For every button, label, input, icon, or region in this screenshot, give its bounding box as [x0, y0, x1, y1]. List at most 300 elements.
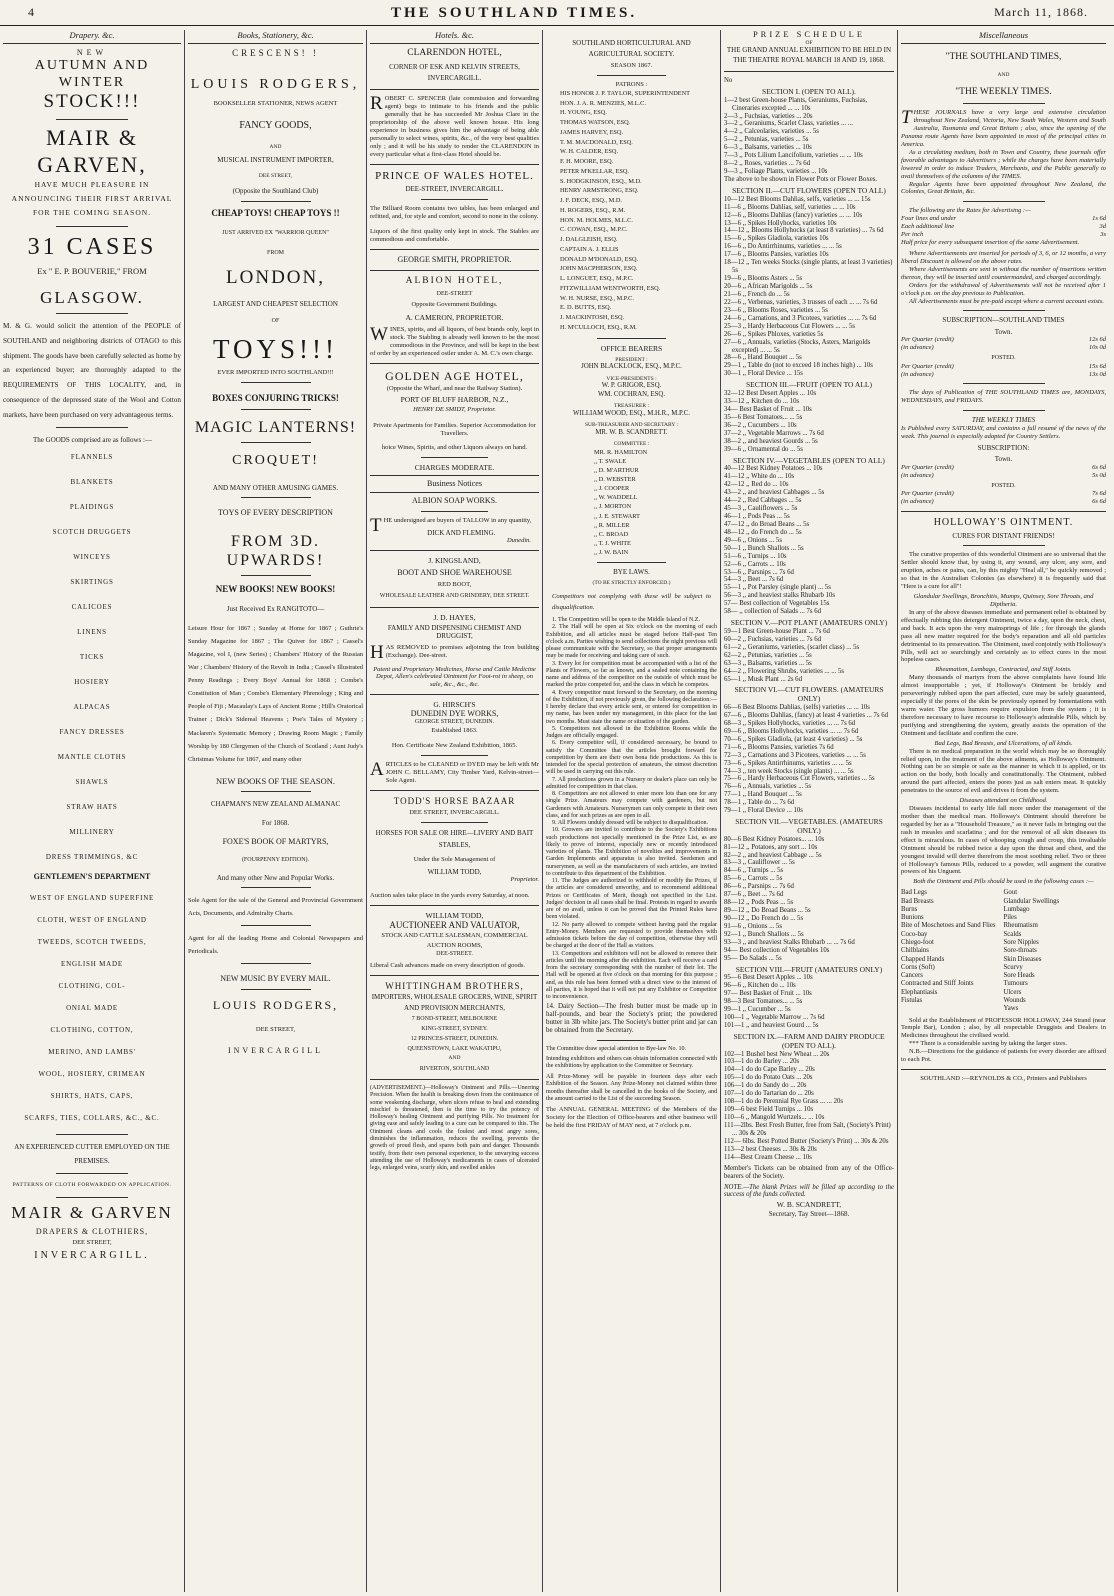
society-title: SOUTHLAND HORTICULTURAL AND AGRICULTURAL SOCIETY. [572, 39, 691, 58]
patron: F. H. MOORE, ESQ. [560, 158, 614, 166]
rate-label: Per Quarter (credit) [901, 336, 954, 344]
rate-row [901, 498, 1106, 506]
column-misc [898, 30, 1114, 1590]
ad-line: (Opposite the Southland Club) [232, 187, 319, 196]
prize-entry: 104—1 do do Cape Barley ... 20s [724, 1066, 815, 1074]
prize-entry: 23—6 ,, Blooms Roses, varieties ... 5s [724, 306, 828, 314]
prize-entry: 42—12 ,, Red do ... 10s [724, 481, 789, 489]
prize-entry: 62—2 ,, Petunias, varieties ... 5s [724, 651, 812, 659]
ad-headline: CLARENDON HOTEL, [407, 48, 502, 59]
gents-item: TWEEDS, SCOTCH TWEEDS, [37, 938, 147, 947]
bye-law: 3. Every lot for competition must be accompanied with a list of the Plants or Flowers, so far as known, and a sealed note containing the name and address of the competitor on the outside of which must be marked the prize competed for, and the class in which he competes. [546, 660, 717, 689]
ad-body: N.B.—Directions for the guidance of patients for every disorder are affixed to each Pot. [901, 1048, 1106, 1064]
masthead [0, 0, 1114, 26]
prize-entry: 29—1 ,, Table do (not to exceed 18 inches high) ... 10s [724, 362, 873, 370]
prize-entry: 87—6 ,, Beet ... 7s 6d [724, 891, 784, 899]
ad-body: As a circulating medium, both in Town and Country, these journals offer favorable advantages to Advertisers ; while the charges have been materially lowered in order to induce Traders, Merchants, and the Public generally to avail themselves of the columns of the TIMES. [901, 148, 1106, 180]
patron: J. MACKINTOSH, ESQ. [560, 314, 625, 322]
committee-member: ,, T. J. WHITE [594, 539, 631, 547]
committee-member: ,, J. COOPER [594, 485, 630, 493]
patron: HENRY ARMSTRONG, ESQ. [560, 187, 639, 195]
prize-entry: 103—1 do do Barley ... 20s [724, 1058, 800, 1066]
ailment: Rheumatism [1003, 922, 1038, 930]
ad-body: All Prize-Money will be payable in fourteen days after each Exhibition of the Season. Any Prize-Money not claimed within three months thereafter shall be cancelled in the books of the Society, and the amount carried to the List of the succeeding Season. [546, 1073, 717, 1102]
col-label: No [724, 76, 733, 84]
prize-entry: 110—6 ,, Mangold Wurtzels... ... 10s [724, 1114, 825, 1122]
section-heading: SUBSCRIPTION—SOUTHLAND TIMES [942, 316, 1065, 325]
gents-item: MERINO, AND LAMBS' [48, 1048, 136, 1057]
ailment: Bad Breasts [901, 897, 934, 905]
ailment: Tumours [1003, 980, 1028, 988]
prize-entry: 30—1 ,, Floral Device ... 15s [724, 370, 803, 378]
prize-entry: 66—6 Best Blooms Dahlias, (selfs) varieties ... ... 10s [724, 704, 870, 711]
ailment: Piles [1003, 914, 1017, 922]
ailment: Coco-bay [901, 930, 928, 938]
committee-member: ,, R. MILLER [594, 521, 630, 529]
ad-body: The days of Publication of THE SOUTHLAND TIMES are, MONDAYS, WEDNESDAYS, and FRIDAYS. [901, 389, 1106, 405]
ad-line: DEE STREET, [72, 1238, 112, 1246]
ad-text: Agent for all the leading Home and Colonial Newspapers and Periodicals. [188, 935, 363, 956]
ad-line: NEW MUSIC BY EVERY MAIL. [220, 974, 331, 984]
rate-value: 1s 6d [1092, 215, 1106, 223]
ad-body: ROBERT C. SPENCER (late commission and forwarding agent) begs to intimate to his friends and the public generally that he has succeeded Mr Joshua Clare in the proprietorship of the above well known house. His long experience in business gives him the advantage of being able personally to select wines, spirits, &c., of the very best qualities only ; and it will be his study to render the CLARENDON in every particular what a first-class Hotel should be. [370, 93, 539, 158]
prize-entry: 88—12 ,, Pods Peas ... 5s [724, 899, 794, 907]
ad-headline: TODD'S HORSE BAZAAR [393, 796, 516, 807]
rate-label: Per Quarter (credit) [901, 463, 954, 471]
ad-body: Half price for every subsequent insertion of the same Advertisement. [901, 239, 1080, 247]
prize-entry: 105—1 do do Potato Oats ... 20s [724, 1074, 813, 1082]
subhead: Bad Legs, Bad Breasts, and Ulcerations, of all kinds. [934, 739, 1073, 747]
ad-body: THESE JOURNALS have a very large and extensive circulation throughout New Zealand, Victoria, New South Wales, Western and South Australia, Tasmania and Great Britain ; also, since the opening of the Panama route Agents have been appointed in most of the principal cities in America. [901, 107, 1106, 148]
ad-line: DRAPERS & CLOTHIERS, [35, 1226, 149, 1236]
ad-line: AND [997, 71, 1010, 78]
prize-entry: 86—6 ,, Parsnips ... 7s 6d [724, 883, 794, 891]
section-heading: SECTION VI.—CUT FLOWERS. (AMATEURS ONLY) [734, 685, 884, 704]
goods-item: DRESS TRIMMINGS, &C [45, 852, 139, 861]
prize-list [724, 465, 894, 616]
ad-line: AND MANY OTHER AMUSING GAMES. [212, 484, 339, 493]
rate-value: 6s 6d [1092, 497, 1106, 505]
gents-item: ONIAL MADE [66, 1004, 118, 1013]
prize-entry: 17—6 ,, Blooms Pansies, varieties 10s [724, 251, 829, 259]
ad-line: INVERCARGILL. [34, 1250, 150, 1262]
prize-entry: 63—3 ,, Balsams, varieties ... 5s [724, 659, 812, 667]
ailment: Wounds [1003, 996, 1026, 1004]
issue-date: March 11, 1868. [994, 5, 1088, 20]
ad-line: POSTED. [991, 482, 1016, 489]
prize-entry: 95— Do Salads ... 5s [724, 954, 782, 962]
subhead: Diseases attendant on Childhood. [959, 797, 1048, 805]
rate-row [901, 363, 1106, 371]
prize-entry: 34— Best Basket of Fruit ... 10s [724, 405, 812, 413]
ad-headline: BOXES CONJURING TRICKS! [212, 393, 339, 404]
ad-body: Intending exhibitors and others can obtain information connected with the exhibitions by application to the Committee or Secretary. [546, 1056, 717, 1070]
ad-body: HAS REMOVED to premises adjoining the Iron building (Exchange). Dee-street. [370, 641, 539, 663]
bye-law: 7. All productions grown in a Nursery or dealer's place can only be admitted for competition in that class. [546, 776, 717, 790]
column-heading: Books, Stationery, &c. [188, 30, 363, 44]
prize-entry: 112— 6lbs. Best Potted Butter (Society's Print) ... 30s & 20s [724, 1137, 889, 1145]
ad-line: Town. [994, 327, 1013, 336]
prize-entry: 27—6 ,, Annuals, varieties (Stocks, Asters, Marigolds excepted) ... ... 5s [724, 338, 871, 354]
goods-item: STRAW HATS [66, 802, 118, 811]
ad-body: hoice Wines, Spirits, and other Liquors always on hand. [381, 444, 528, 452]
prize-entry: The above to be shown in Flower Pots or Flower Boxes. [724, 176, 878, 184]
ad-line: OF [271, 317, 280, 324]
prize-entry: 102—1 Bushel best New Wheat ... 20s [724, 1050, 830, 1058]
ad-line: RED BOOT, [437, 580, 472, 588]
ailment: Bite of Moschetoes and Sand Flies [901, 922, 996, 930]
ad-line: FOXE'S BOOK OF MARTYRS, [222, 836, 329, 846]
prize-entry: 25—3 ,, Hardy Herbaceous Cut Flowers ... ... 5s [724, 322, 856, 330]
prize-entry: 89—12 ,, Do Broad Beans ... 5s [724, 907, 811, 915]
ad-line: Ex " E. P. BOUVERIE," FROM [37, 265, 147, 276]
prize-entry: 3—2 ,, Geraniums, Scarlet Class, varieties ... ... [724, 120, 853, 128]
ad-line: 12 PRINCES-STREET, DUNEDIN. [410, 1035, 499, 1042]
ad-body: Patent and Proprietary Medicines, Horse and Cattle Medicine Depot, Allen's celebrated Ointment for Foot-rot in sheep, on sale, &c., &c., &c. [373, 665, 536, 689]
ailment: Chapped Hands [901, 955, 945, 963]
prize-entry: 52—6 ,, Carrots ... 10s [724, 560, 786, 568]
prize-entry: 50—1 ,, Bunch Shallots ... 5s [724, 544, 804, 552]
signatory-role: Secretary, Tay Street—1868. [768, 1210, 850, 1219]
ad-line: QUEENSTOWN, LAKE WAKATIPU, [407, 1046, 502, 1053]
prize-entry: 7—3 ,, Pots Lilium Lancifolium, varieties ... ... 10s [724, 152, 863, 160]
ad-body: Is Published every SATURDAY, and contains a full resumé of the news of the week. This journal is especially adapted for Country Settlers. [901, 424, 1106, 440]
ad-headline: G. HIRSCH'S [433, 700, 476, 710]
ad-line: OF [805, 39, 813, 46]
rate-row [901, 231, 1106, 239]
dairy-rule: 14. Dairy Section—The fresh butter must be made up in half-pounds, and bear the Society's print; the powdered butter in 3lb white jars. The Society's butter print and jar can be obtained from the Secretary. [546, 1002, 717, 1034]
ad-line: WHOLESALE LEATHER AND GRINDERY, DEE STREET. [379, 592, 530, 599]
ad-body: All Advertisements must be pre-paid except where a current account exists. [909, 297, 1105, 305]
committee-member: ,, J. MORTON [594, 503, 632, 511]
goods-item: SKIRTINGS [70, 577, 114, 586]
prize-list [724, 196, 894, 379]
goods-item: MANTLE CLOTHS [57, 752, 127, 761]
ad-headline: J. KINGSLAND, [428, 556, 481, 566]
ad-body: Member's Tickets can be obtained from any of the Office-bearers of the Society. [724, 1164, 894, 1180]
prize-entry: 46—1 ,, Pods Peas ... 5s [724, 512, 790, 520]
ad-line: GEORGE SMITH, PROPRIETOR. [397, 255, 512, 265]
ad-body: NOTE.—The blank Prizes will be filled up according to the success of the funds collected. [724, 1183, 894, 1199]
patron: H. YOUNG, ESQ. [560, 109, 607, 117]
ad-line: POSTED. [991, 355, 1016, 362]
ad-body: Where Advertisements are sent in without the number of insertions written thereon, they will be inserted until countermanded, and charged accordingly. [901, 265, 1106, 281]
ad-text: HAVE MUCH PLEASURE IN ANNOUNCING THEIR FIRST ARRIVAL FOR THE COMING SEASON. [11, 179, 173, 218]
goods-item: TICKS [79, 652, 105, 661]
committee-member: ,, T. SWALE [594, 457, 627, 465]
prize-entry: 90—12 ,, Do French do ... 5s [724, 915, 804, 923]
ad-line: CHAPMAN'S NEW ZEALAND ALMANAC [210, 800, 341, 809]
ad-line: LARGEST AND CHEAPEST SELECTION [213, 299, 338, 308]
rate-value: 5s 0d [1092, 471, 1106, 479]
rate-value: 13s 0d [1088, 370, 1106, 378]
prize-entry: 4—2 ,, Calceolaries, varieties ... 5s [724, 128, 819, 136]
bye-law: 9. All Flowers unduly dressed will be subject to disqualification. [552, 820, 709, 827]
section-heading: OFFICE BEARERS [600, 343, 663, 353]
ad-body: *** There is a considerable saving by taking the larger sizes. [909, 1040, 1068, 1048]
ad-line: DEE STREET, INVERCARGILL. [409, 809, 500, 817]
ad-line: FROM [266, 249, 284, 256]
prize-entry: 96—6 ,, Kitchen do ... 10s [724, 982, 796, 990]
gents-item: WOOL, HOSIERY, CRIMEAN [38, 1070, 146, 1079]
ad-line: TOYS OF EVERY DESCRIPTION [218, 508, 333, 518]
prize-entry: 24—6 ,, Carnations, and 3 Picotees, varieties ... ... 7s 6d [724, 314, 877, 322]
committee-member: ,, J. E. STEWART [594, 512, 640, 520]
rate-label: Four lines and under [901, 215, 957, 223]
patron: W. H. CALDER, ESQ. [560, 148, 619, 156]
ad-headline: "THE WEEKLY TIMES. [955, 86, 1052, 97]
rate-label: (in advance) [901, 497, 934, 505]
role-label: PRESIDENT : [615, 356, 648, 363]
bye-law: 6. Every competitor will, if considered necessary, be bound to satisfy the Committee that the articles brought forward for competition by them are their own bona fide productions. As this is intended for the special protection of amateurs, the utmost discretion will be used in carrying out this rule. [546, 740, 717, 776]
ad-headline: NEW BOOKS! NEW BOOKS! [215, 584, 336, 595]
ad-line: Opposite Government Buildings. [411, 300, 498, 308]
officer: MR. W. B. SCANDRETT. [595, 428, 668, 436]
ad-line: WILLIAM TODD, [427, 867, 482, 876]
prize-entry: 109—6 best Field Turnips ... 10s [724, 1106, 814, 1114]
prize-entry: 107—1 do do Tartarian do ... 20s [724, 1090, 814, 1098]
prize-entry: 20—6 ,, African Marigolds ... 5s [724, 283, 813, 291]
ad-body: Orders for the withdrawal of Advertisements will not be received after 1 o'clock p.m. on the day previous to Publication. [901, 281, 1106, 297]
prize-entry: 19—6 ,, Blooms Asters ... 5s [724, 275, 803, 283]
prize-entry: 37—2 ,, Vegetable Marrows ... 7s 6d [724, 429, 824, 437]
goods-list [3, 445, 181, 870]
ad-headline: MAGIC LANTERNS! [194, 419, 357, 437]
ad-body: Diseases incidental to early life fall more under the management of the mother than the medical man. Holloway's Ointment should therefore be regarded by her as a "Household Treasure," as it never fails in bringing out the rash in measles and scarlatina ; and for the removal of all skin diseases its effect is miraculous. In cases of whooping cough and croup, this invaluable Ointment should be rubbed twice a day upon the throat and chest, and the youngest invalid will derive therefrom the most soothing relief. Two or three of Holloway's famous Pills, reduced to a powder, will augment the curative powers of his Unguent. [901, 805, 1106, 876]
ad-line: MUSICAL INSTRUMENT IMPORTER, [217, 156, 334, 165]
prize-entry: 48—12 ,, do French do ... 5s [724, 528, 802, 536]
ad-line: Hon. Certificate New Zealand Exhibition, 1865. [391, 742, 518, 750]
ad-line: 7 BOND-STREET, MELBOURNE [411, 1015, 498, 1022]
subhead: Rheumatism, Lumbago, Contracted, and Stiff Joints. [935, 666, 1072, 674]
rate-row [901, 490, 1106, 498]
section-heading: SECTION III.—FRUIT (OPEN TO ALL) [745, 380, 873, 390]
prize-entry: 100—1 ,, Vegetable Marrow ... 7s 6d [724, 1014, 825, 1022]
ad-line: INVERCARGILL [227, 1045, 324, 1055]
section-heading: SECTION IX.—FARM AND DAIRY PRODUCE (OPEN TO ALL). [733, 1031, 885, 1050]
prize-entry: 91—6 ,, Onions ... 5s [724, 922, 782, 930]
prize-entry: 15—6 ,, Spikes Gladiola, varieties 10s [724, 235, 829, 243]
prize-entry: 83—3 ,, Cauliflower ... 5s [724, 859, 795, 867]
prize-entry: 36—2 ,, Cucumbers ... 10s [724, 421, 797, 429]
prize-entry: 51—6 ,, Turnips ... 10s [724, 552, 787, 560]
ad-body: (ADVERTISEMENT.)—Holloway's Ointment and Pills.—Unerring Precision. When the health is breaking down from the continuance of some weakening discharge, when ulcers refuse to heal and extending mischief is threatened, then is the time to try the potency of Holloway's healing Ointment and purifying Pills. No treatment for giving ease and safely leading to a cure can be compared to this. The Ointment cleans and cools the foulest and most angry sores, diminishes the inflammation, reduces the swelling, prevents the growth of proud flesh, and spares both pain and danger. Thousands testify, from their own personal experience, to the unvarying success attending the use of Holloway's medicaments in cases of ulcerated legs, enlarged veins, scurfy skin, and swelled ankles [370, 1084, 539, 1172]
ailment: Burns [901, 905, 918, 913]
ad-body: THE undersigned are buyers of TALLOW in any quantity, [370, 514, 532, 536]
prize-entry: 74—3 ,, ten week Stocks (single plants) ... ... 5s [724, 767, 854, 775]
rate-label: Each additional line [901, 223, 955, 231]
patron: DONALD M'DONALD, ESQ. [560, 255, 639, 263]
gents-list [3, 887, 181, 1129]
prize-entry: 26—6 ,, Spikes Phloxes, varieties 5s [724, 330, 824, 338]
advertiser-name: MAIR & GARVEN [11, 1202, 173, 1222]
prize-entry: 5—2 ,, Petunias, varieties ... 5s [724, 136, 809, 144]
prize-entry: 13—6 ,, Spikes Hollyhocks, varieties 10s [724, 219, 837, 227]
rates-table [901, 336, 1106, 352]
rate-value: 3d [1099, 223, 1106, 231]
prize-entry: 114—Best Cream Cheese ... 10s [724, 1153, 812, 1161]
goods-item: MILLINERY [69, 827, 115, 836]
ailment: Corns (Soft) [901, 963, 935, 971]
ad-body: Liberal Cash advances made on every description of goods. [370, 962, 526, 970]
goods-item: PLAIDINGS [69, 502, 115, 511]
prize-entry: 33—12 ,, Kitchen do ... 10s [724, 398, 800, 405]
patron: FITZWILLIAM WENTWORTH, ESQ. [560, 284, 661, 292]
ad-headline: ALBION HOTEL, [405, 276, 504, 287]
ailment: Sore Heads [1003, 972, 1035, 980]
ad-line: GLASGOW. [40, 287, 144, 307]
ad-line: Established 1863. [431, 726, 478, 734]
role-label: VICE-PRESIDENTS : [606, 375, 657, 382]
ad-line: Just Received Ex RANGITOTO— [226, 605, 325, 614]
rates-table [901, 363, 1106, 379]
prize-entry: 70—6 ,, Spikes Gladiola, (at least 4 varieties) ... 5s [724, 735, 863, 743]
ad-body: The Billiard Room contains two tables, has been enlarged and refitted, and, for style and comfort, second to none in the colony. [370, 204, 539, 220]
prize-entry: 77—1 ,, Hand Bouquet ... 5s [724, 791, 802, 799]
goods-item: ALPACAS [73, 702, 111, 711]
ad-line: DEE STREET, [255, 1026, 296, 1034]
ad-line: Dunedin. [506, 537, 531, 545]
ailment: Sore Nipples [1003, 938, 1039, 946]
ad-headline: J. D. HAYES, [433, 612, 476, 622]
committee-member: ,, C. BROAD [594, 530, 629, 538]
ailment: Ulcers [1003, 988, 1022, 996]
goods-item: HOSIERY [74, 677, 110, 686]
prize-entry: 94— Best collection of Vegetables 10s [724, 946, 830, 954]
rates-table [901, 464, 1106, 480]
prize-entry: 44—2 ,, Red Cabbages ... 5s [724, 497, 802, 505]
ad-line: (FOURPENNY EDITION). [241, 856, 310, 863]
ailment: Scalds [1003, 930, 1022, 938]
committee-member: ,, W. WADDELL [594, 494, 638, 502]
prize-entry: 60—2 ,, Fuchsias, varieties ... 7s 6d [724, 635, 822, 643]
prize-entry: 12—6 ,, Blooms Dahlias (fancy) varieties ... ... 10s [724, 211, 863, 219]
column-prize-schedule [721, 30, 897, 1590]
committee-list [546, 448, 717, 558]
rate-label: Per Quarter (credit) [901, 489, 954, 497]
rate-row [901, 344, 1106, 352]
prize-entry: 10—12 Best Blooms Dahlias, selfs, varieties ... ... 15s [724, 195, 871, 203]
prize-entry: 85—6 ,, Carrots ... 5s [724, 875, 783, 883]
patrons-list [546, 89, 717, 333]
bye-law: 2. The Hall will be open at Six o'clock on the morning of each Exhibition, and all articles must be staged before Half-past Ten o'clock a.m. Parties wishing to send collections the night previous will please communicate with the Secretary, so that proper arrangements may be made for receiving and taking care of such. [546, 624, 717, 660]
prize-entry: 113—2 best Cheeses ... 30s & 20s [724, 1145, 817, 1153]
ailment: Glandular Swellings [1003, 897, 1060, 905]
prize-entry: 79—1 ,, Floral Device ... 10s [724, 807, 803, 815]
ad-line: DEE-STREET. [436, 950, 473, 957]
ad-headline: WHITTINGHAM BROTHERS, [385, 980, 524, 991]
ad-line: Competitors not complying with these will be subject to disqualification. [552, 593, 711, 611]
ad-line: AUTUMN AND WINTER [34, 57, 150, 90]
section-heading: PATRONS : [615, 80, 648, 88]
ad-line: DICK AND FLEMING. [427, 528, 496, 537]
section-heading: SECTION IV.—VEGETABLES (OPEN TO ALL) [733, 455, 885, 465]
book-list: Leisure Hour for 1867 ; Sunday at Home for 1867 ; Guthrie's Sunday Magazine for 1867 ; The Quiver for 1867 ; Cassel's Magazine, vol I, (new Series) ; Chambers' History of the Russian War ; Chambers' History of the Revolt in India ; Cassel's Illustrated Penny Readings ; Every Boys' Annual for 1868 ; Combe's Constitution of Man ; Combe's Elementary Phrenology ; King and People of Fiji ; Macaulay's Lays of Ancient Rome ; Hill's Oratorical Trainer ; Dick's Sidereal Heavens ; Poe's Tales of Mystery ; Maclaren's Systematic Memory ; Drawing Room Magic ; Family Worship by 180 Clergymen of the Church of Scotland ; Aunt Judy's Christmas Volume for 1867, and many other [188, 624, 363, 763]
ailment: Contracted and Stiff Joints [901, 980, 974, 988]
prize-list [724, 97, 894, 184]
patron: HIS HONOR J. P. TAYLOR, SUPERINTENDENT [560, 89, 690, 97]
prize-entry: 22—6 ,, Verbenas, varieties, 3 trusses of each ... ... 7s 6d [724, 298, 878, 306]
ailment: Skin Diseases [1003, 955, 1042, 963]
section-heading: GENTLEMEN'S DEPARTMENT [33, 871, 151, 881]
ad-line: DEE STREET, [258, 172, 293, 179]
rate-value: 7s 6d [1092, 489, 1106, 497]
rate-row [901, 371, 1106, 379]
section-heading: SUBSCRIPTION: [977, 443, 1030, 452]
prize-entry: 32—12 Best Desert Apples ... 10s [724, 390, 817, 398]
prize-entry: 72—3 ,, Carnations and 3 Picotees, varieties ... ... 5s [724, 751, 866, 759]
patron: H. ROGERS, ESQ., R.M. [560, 206, 626, 214]
officer: W. P. GRIGOR, ESQ. [601, 382, 662, 390]
section-heading: SECTION II.—CUT FLOWERS (OPEN TO ALL) [732, 185, 886, 195]
ad-body: Many thousands of martyrs from the above complaints have found life almost insupportable ; yet, if Holloway's Ointment be briskly and perseveringly rubbed upon the part affected, cure may be safely guaranteed, especially if the pores of the skin be previously opened by fomentations with warm water. The gross humors require expulsion from the system ; it is therefore necessary to have recourse to Holloway's admirable Pills, which by purifying and strengthening the system, greatly assists the operation of the Ointment and facilitate and confirm the cure. [901, 674, 1106, 737]
prize-entry: 6—3 ,, Balsams, varieties ... 10s [724, 144, 812, 152]
section-heading: THE WEEKLY TIMES [971, 416, 1036, 425]
prize-entry: 111—2lbs. Best Fresh Butter, free from Salt, (Society's Print) ... 30s & 20s [724, 1121, 891, 1137]
patron: PETER M'KELLAR, ESQ. [560, 167, 630, 175]
patron: W. H. NURSE, ESQ., M.P.C. [560, 294, 634, 302]
prize-entry: 95—6 Best Desert Apples ... 10s [724, 974, 813, 982]
ad-headline: 31 CASES [27, 233, 157, 260]
patron: JOHN MACPHERSON, ESQ. [560, 265, 638, 273]
prize-entry: 101—1 ,, and heaviest Gourd ... 5s [724, 1022, 819, 1030]
ad-line: CRESCENS! ! [232, 48, 319, 59]
goods-item: SHAWLS [75, 777, 109, 786]
ad-headline: HOLLOWAY'S OINTMENT. [933, 516, 1074, 528]
bye-law: 10. Growers are invited to contribute to the Society's Exhibitions such productions not specially mentioned in the Prize List, as are likely to prove of interest, especially new or recently introduced varieties of plants. The Exhibition of novelties and improvements in Garden Implements and apparatus is also invited. Seedsmen and nurserymen, as well as the manufacturers of such articles, are invited to contribute to this department of the Exhibition. [546, 827, 717, 877]
ad-line: CURES FOR DISTANT FRIENDS! [952, 531, 1055, 540]
prize-entry: 55—1 ,, Pot Parsley (single plant) ... 5s [724, 584, 831, 592]
ad-line: NEW [76, 48, 108, 58]
goods-item: FANCY DRESSES [59, 727, 125, 736]
ad-line: CORNER OF ESK AND KELVIN STREETS, INVERCARGILL. [389, 62, 520, 83]
ad-line: Proprietor. [510, 876, 539, 884]
committee-member: ,, J. W. BAIN [594, 549, 629, 557]
goods-intro: The GOODS comprised are as follows :— [33, 436, 152, 445]
ad-line: KING-STREET, SYDNEY. [421, 1025, 488, 1032]
prize-list [724, 390, 894, 454]
ailment: Elephantiasis [901, 988, 938, 996]
prize-entry: 11—6 ,, Blooms Dahlias, self, varieties ... ... 10s [724, 203, 856, 211]
officer: JOHN BLACKLOCK, ESQ., M.P.C. [581, 363, 682, 371]
prize-entry: 43—2 ,, and heaviest Cabbages ... 5s [724, 489, 825, 497]
ad-body: There is no medical preparation in the world which may be so thoroughly relied upon, in the treatment of the above ailments, as Holloway's Ointment. Nothing can be so simple or safe as the manner in which it is applied, or its action on the body, both locally and constitutionally. The Ointment, rubbed around the part affected, enters the pores just as salt enters meat. It quickly penetrates to the source of evil and drives it from the system. [901, 747, 1106, 795]
gents-item: ENGLISH MADE [61, 960, 123, 969]
goods-item: FLANNELS [70, 452, 114, 461]
prize-list [724, 704, 894, 815]
prize-entry: 53—6 ,, Parsnips ... 7s 6d [724, 568, 794, 576]
ad-line: CHARGES MODERATE. [414, 463, 495, 473]
ad-line: DUNEDIN DYE WORKS, [410, 709, 499, 719]
column-books [185, 30, 366, 1590]
prize-list [724, 974, 894, 1030]
ad-body: The curative properties of this wonderful Ointment are so universal that the Settler should know that, by using it, any wound, any ulcer, any sore, and eruption, aches or pains, can, by this mighty "Heal all," be quickly removed ; so that in the Australian Colonies (as elsewhere) it is frequently said that "Here is a cure for all"! [901, 551, 1106, 591]
prize-entry: 2—3 ,, Fuchsias, varieties ... 20s [724, 112, 813, 120]
ad-headline: ALBION SOAP WORKS. [411, 495, 498, 505]
prize-entry: 61—2 ,, Geraniums, varieties, (scarlet class) ... 5s [724, 643, 860, 651]
subhead: Glandular Swellings, Bronchitis, Mumps, Quinsey, Sore Throats, and Diptheria. [913, 593, 1094, 609]
rate-row [901, 215, 1106, 223]
ad-line: IMPORTERS, WHOLESALE GROCERS, WINE, SPIRIT AND PROVISION MERCHANTS, [371, 992, 538, 1012]
prize-entry: 76—6 ,, Annuals, varieties ... 5s [724, 783, 812, 791]
ad-line: For 1868. [261, 818, 290, 827]
prize-list [724, 1051, 894, 1162]
prize-entry: 106—1 do do Sandy do ... 20s [724, 1082, 807, 1090]
page-number: 4 [28, 5, 34, 20]
goods-item: WINCEYS [73, 552, 111, 561]
prize-entry: 35—6 Best Tomatoes... ... 5s [724, 413, 803, 421]
ad-headline: CHEAP TOYS! CHEAP TOYS !! [211, 207, 340, 218]
